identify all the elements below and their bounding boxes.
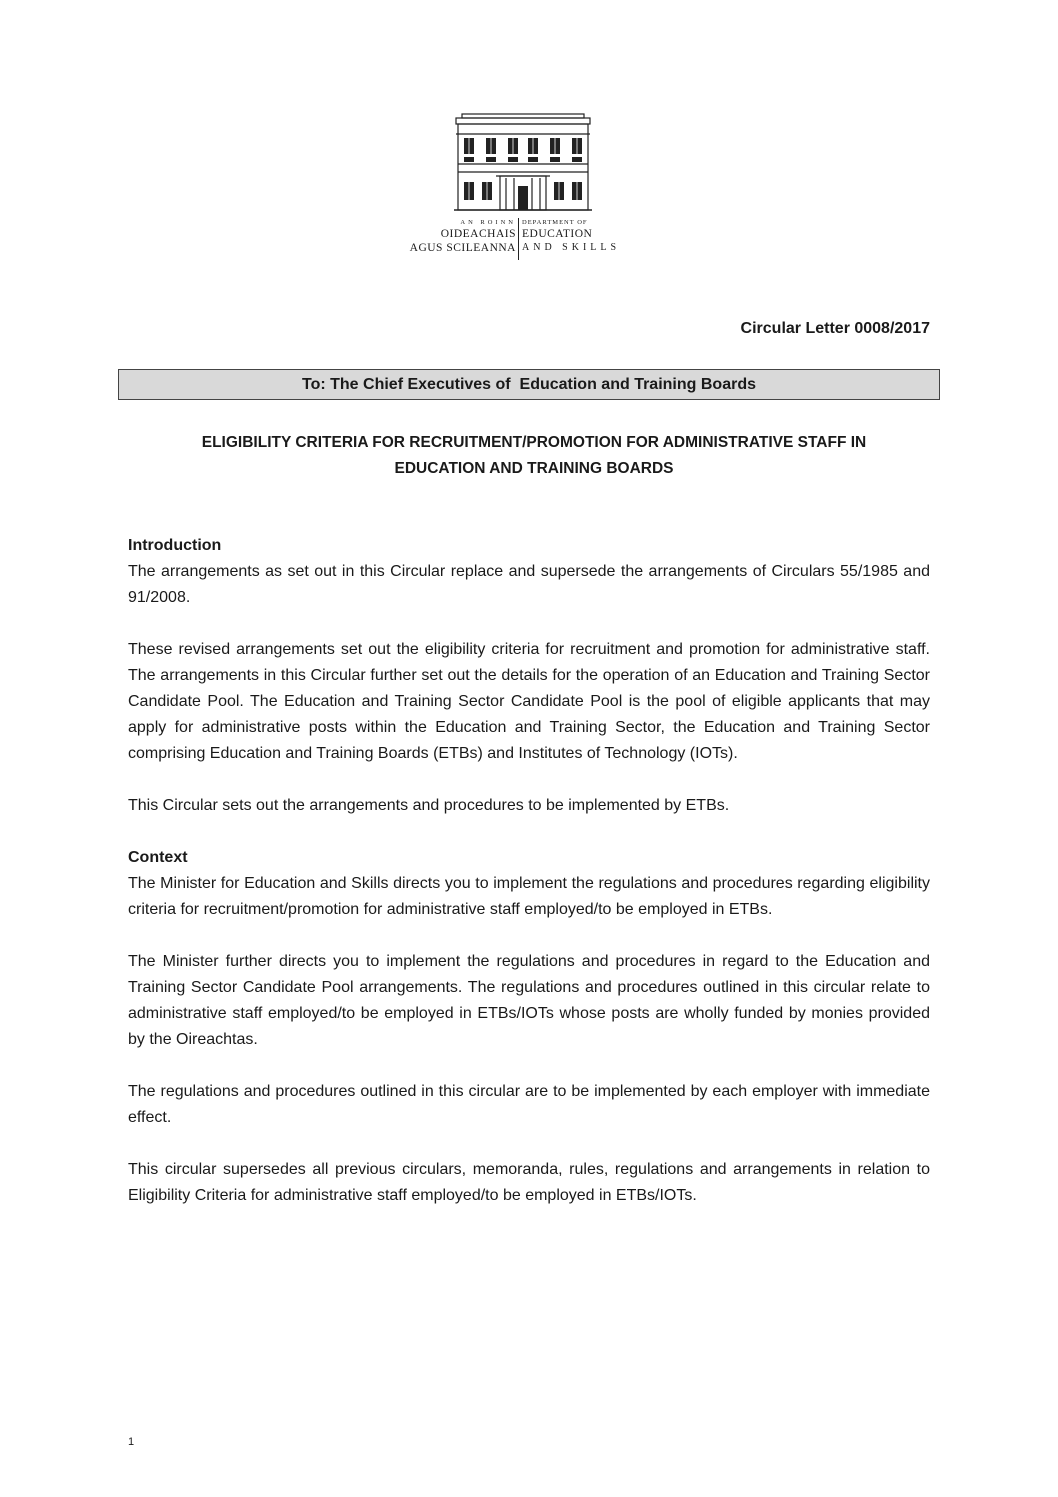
document-title bbox=[128, 430, 940, 482]
department-logo bbox=[398, 112, 648, 262]
logo-english-text bbox=[522, 218, 620, 255]
recipient-box bbox=[118, 369, 940, 400]
logo-irish-line-1: AN ROINN bbox=[460, 219, 516, 226]
building-icon bbox=[452, 112, 594, 212]
recipient-text: To: The Chief Executives of Education and Training Boards bbox=[302, 375, 756, 393]
title-line-2: EDUCATION AND TRAINING BOARDS bbox=[394, 460, 674, 477]
context-section bbox=[128, 845, 930, 1209]
section-heading: Context bbox=[128, 849, 188, 866]
section-heading: Introduction bbox=[128, 537, 222, 554]
logo-english-line-2: EDUCATION bbox=[522, 228, 593, 240]
paragraph: These revised arrangements set out the eligibility criteria for recruitment and promotion for administrative staff. The arrangements in this Circular further set out the details for the operation of an Education and Training Sector Candidate Pool. The Education and Training Sector Candidate Pool is the pool of eligible applicants that may apply for administrative posts within the Education and Training Sector, the Education and Training Sector comprising Education and Training Boards (ETBs) and Institutes of Technology (IOTs). bbox=[128, 641, 930, 762]
logo-english-line-3: AND SKILLS bbox=[522, 242, 621, 253]
paragraph: The regulations and procedures outlined in this circular are to be implemented by each employer with immediate effect. bbox=[128, 1083, 930, 1126]
page-number: 1 bbox=[128, 1436, 135, 1448]
paragraph: The Minister further directs you to implement the regulations and procedures in regard to the Education and Training Sector Candidate Pool arrangements. The regulations and procedures outlined in this circular relate to administrative staff employed/to be employed in ETBs/IOTs whose posts are wholly funded by monies provided by the Oireachtas. bbox=[128, 953, 930, 1048]
title-line-1: ELIGIBILITY CRITERIA FOR RECRUITMENT/PROMOTION FOR ADMINISTRATIVE STAFF IN bbox=[201, 434, 867, 451]
logo-divider bbox=[518, 218, 519, 260]
introduction-section bbox=[128, 533, 930, 819]
paragraph: This circular supersedes all previous circulars, memoranda, rules, regulations and arrangements in relation to Eligibility Criteria for administrative staff employed/to be employed in ETBs/IOTs. bbox=[128, 1161, 930, 1204]
paragraph: The Minister for Education and Skills directs you to implement the regulations and procedures regarding eligibility criteria for recruitment/promotion for administrative staff employed/to be employed in ETBs. bbox=[128, 875, 930, 918]
paragraph: The arrangements as set out in this Circular replace and supersede the arrangements of Circulars 55/1985 and 91/2008. bbox=[128, 563, 930, 606]
logo-irish-text bbox=[410, 218, 516, 255]
logo-english-line-1: DEPARTMENT OF bbox=[522, 219, 588, 226]
logo-irish-line-3: AGUS SCILEANNA bbox=[409, 242, 516, 254]
paragraph: This Circular sets out the arrangements and procedures to be implemented by ETBs. bbox=[128, 797, 730, 814]
circular-reference: Circular Letter 0008/2017 bbox=[740, 320, 930, 337]
logo-irish-line-2: OIDEACHAIS bbox=[440, 228, 516, 240]
document-body bbox=[128, 533, 930, 1235]
